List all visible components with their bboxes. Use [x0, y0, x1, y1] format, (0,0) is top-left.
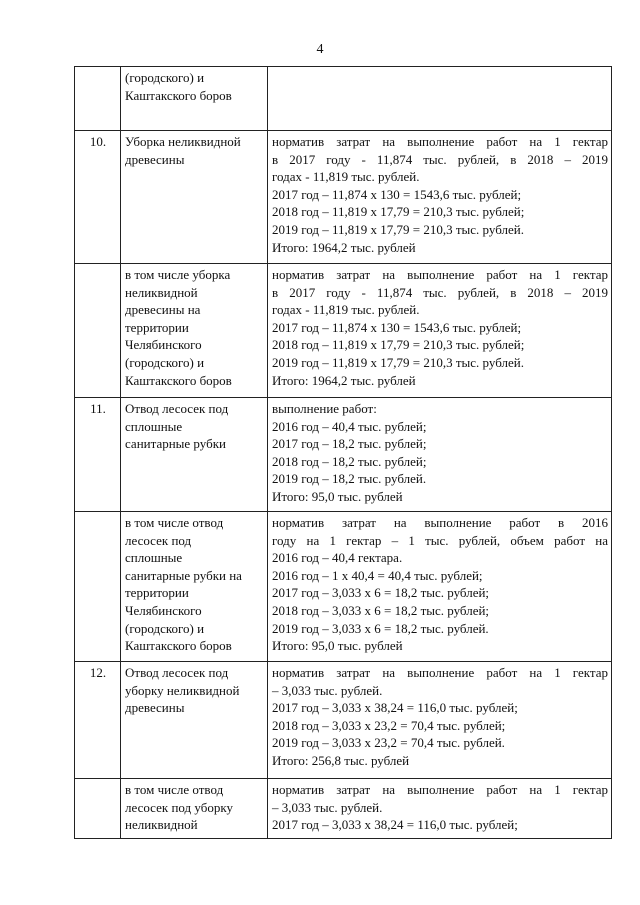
cost-calculation — [268, 398, 612, 512]
calculation-line: Итого: 95,0 тыс. рублей — [272, 488, 403, 504]
calculation-line: 2018 год – 11,819 х 17,79 = 210,3 тыс. рублей; — [272, 204, 525, 220]
work-name-line: сплошные — [125, 550, 183, 566]
work-name-line: (городского) и — [125, 70, 205, 85]
calculation-line: 2016 год – 40,4 гектара. — [272, 550, 403, 566]
work-name-line: (городского) и — [125, 354, 205, 370]
table-row — [75, 779, 612, 839]
work-name — [121, 779, 268, 839]
cost-calculation — [268, 512, 612, 662]
calculation-line: 2017 год – 11,874 х 130 = 1543,6 тыс. рублей; — [272, 319, 522, 335]
calculation-line: 2019 год – 18,2 тыс. рублей. — [272, 471, 427, 487]
work-name-line: санитарные рубки — [125, 436, 226, 452]
calculation-line: в 2017 году - 11,874 тыс. рублей, в 2018 – 2019 — [272, 284, 608, 300]
work-name-line: санитарные рубки на — [125, 567, 242, 583]
calculation-line: Итого: 95,0 тыс. рублей — [272, 638, 403, 654]
calculation-line: – 3,033 тыс. рублей. — [272, 682, 383, 698]
row-number — [75, 264, 121, 398]
row-number — [75, 779, 121, 839]
work-name-line: в том числе уборка — [125, 267, 231, 282]
calculation-line: Итого: 1964,2 тыс. рублей — [272, 239, 416, 255]
calculation-line: 2016 год – 40,4 тыс. рублей; — [272, 418, 427, 434]
calculation-line: 2019 год – 3,033 х 23,2 = 70,4 тыс. рублей. — [272, 735, 505, 751]
calculation-line: в 2017 году - 11,874 тыс. рублей, в 2018 – 2019 — [272, 151, 608, 167]
calculation-line: 2019 год – 11,819 х 17,79 = 210,3 тыс. рублей. — [272, 221, 524, 237]
calculation-line: годах - 11,819 тыс. рублей. — [272, 169, 420, 185]
works-table — [74, 66, 612, 839]
work-name-line: Уборка неликвидной — [125, 134, 241, 149]
work-name-line: Отвод лесосек под — [125, 665, 229, 680]
calculation-line: Итого: 1964,2 тыс. рублей — [272, 372, 416, 388]
calculation-line: 2018 год – 18,2 тыс. рублей; — [272, 453, 427, 469]
work-name-line: Каштакского боров — [125, 372, 232, 388]
row-number: 11. — [75, 398, 121, 512]
work-name-line: Отвод лесосек под — [125, 401, 229, 416]
work-name-line: лесосек под — [125, 532, 192, 548]
work-name — [121, 67, 268, 131]
table-row — [75, 131, 612, 264]
calculation-line: 2017 год – 3,033 х 6 = 18,2 тыс. рублей; — [272, 585, 490, 601]
cost-calculation — [268, 264, 612, 398]
calculation-line: 2017 год – 11,874 х 130 = 1543,6 тыс. рублей; — [272, 186, 522, 202]
work-name-line: древесины — [125, 151, 185, 167]
calculation-line: – 3,033 тыс. рублей. — [272, 799, 383, 815]
work-name — [121, 512, 268, 662]
table-row — [75, 67, 612, 131]
work-name-line: территории — [125, 319, 189, 335]
row-number: 10. — [75, 131, 121, 264]
cost-calculation — [268, 131, 612, 264]
work-name — [121, 131, 268, 264]
calculation-line: 2016 год – 1 х 40,4 = 40,4 тыс. рублей; — [272, 567, 483, 583]
calculation-line: 2019 год – 3,033 х 6 = 18,2 тыс. рублей. — [272, 620, 489, 636]
cost-calculation — [268, 67, 612, 131]
cost-calculation — [268, 662, 612, 779]
calculation-line: 2017 год – 3,033 х 38,24 = 116,0 тыс. рублей; — [272, 700, 518, 716]
calculation-line: выполнение работ: — [272, 401, 377, 416]
table-row — [75, 398, 612, 512]
work-name-line: Челябинского — [125, 337, 202, 353]
work-name-line: Каштакского боров — [125, 638, 232, 654]
calculation-line: Итого: 256,8 тыс. рублей — [272, 752, 410, 768]
calculation-line: 2017 год – 18,2 тыс. рублей; — [272, 436, 427, 452]
table-row — [75, 662, 612, 779]
calculation-line: году на 1 гектар – 1 тыс. рублей, объем работ на — [272, 532, 608, 548]
calculation-line: 2017 год – 3,033 х 38,24 = 116,0 тыс. рублей; — [272, 817, 518, 833]
work-name — [121, 264, 268, 398]
work-name-line: в том числе отвод — [125, 782, 224, 797]
calculation-line: 2018 год – 3,033 х 23,2 = 70,4 тыс. рублей; — [272, 717, 506, 733]
table-row — [75, 264, 612, 398]
calculation-line: годах - 11,819 тыс. рублей. — [272, 302, 420, 318]
work-name-line: уборку неликвидной — [125, 682, 240, 698]
calculation-line: норматив затрат на выполнение работ на 1 гектар — [272, 665, 608, 680]
work-name-line: Каштакского боров — [125, 87, 232, 103]
calculation-line: норматив затрат на выполнение работ в 2016 — [272, 515, 608, 530]
row-number: 12. — [75, 662, 121, 779]
work-name-line: древесины — [125, 700, 185, 716]
work-name-line: (городского) и — [125, 620, 205, 636]
row-number — [75, 67, 121, 131]
work-name-line: территории — [125, 585, 189, 601]
cost-calculation — [268, 779, 612, 839]
work-name-line: лесосек под уборку — [125, 799, 233, 815]
work-name — [121, 662, 268, 779]
work-name — [121, 398, 268, 512]
work-name-line: в том числе отвод — [125, 515, 224, 530]
table-row — [75, 512, 612, 662]
calculation-line: норматив затрат на выполнение работ на 1 гектар — [272, 782, 608, 797]
work-name-line: сплошные — [125, 418, 183, 434]
row-number — [75, 512, 121, 662]
calculation-line: 2018 год – 3,033 х 6 = 18,2 тыс. рублей; — [272, 602, 490, 618]
calculation-line: норматив затрат на выполнение работ на 1 гектар — [272, 134, 608, 149]
work-name-line: древесины на — [125, 302, 201, 318]
work-name-line: неликвидной — [125, 284, 198, 300]
work-name-line: Челябинского — [125, 602, 202, 618]
page-number: 4 — [316, 42, 324, 57]
calculation-line: норматив затрат на выполнение работ на 1 гектар — [272, 267, 608, 282]
calculation-line: 2019 год – 11,819 х 17,79 = 210,3 тыс. рублей. — [272, 354, 524, 370]
calculation-line: 2018 год – 11,819 х 17,79 = 210,3 тыс. рублей; — [272, 337, 525, 353]
work-name-line: неликвидной — [125, 817, 198, 833]
